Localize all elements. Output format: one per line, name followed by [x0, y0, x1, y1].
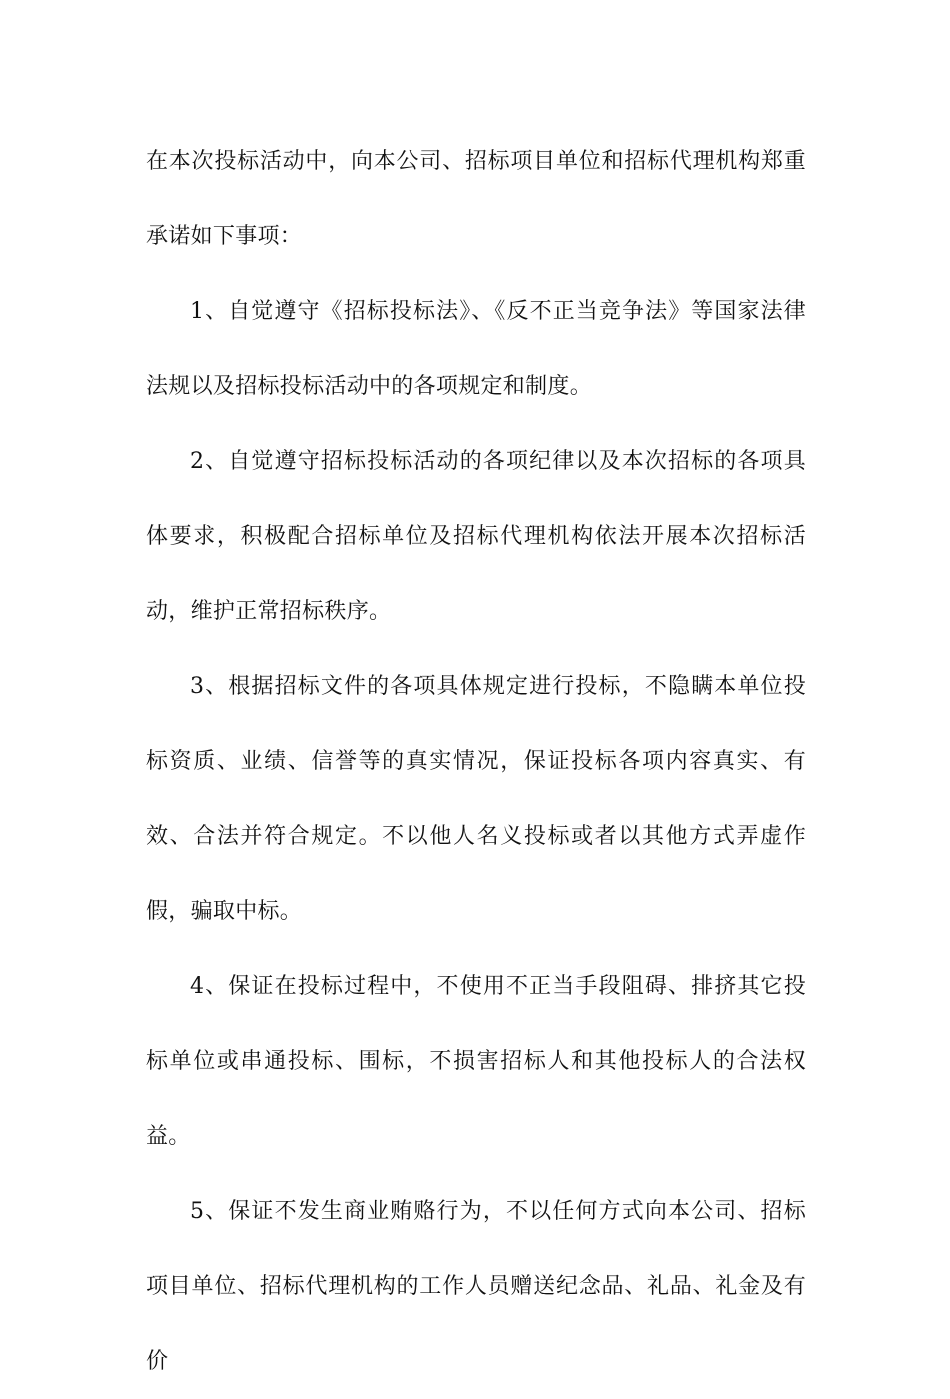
document-body — [146, 124, 806, 1399]
paragraph-item-5: 5、保证不发生商业贿赂行为，不以任何方式向本公司、招标项目单位、招标代理机构的工作人员赠送纪念品、礼品、礼金及有价 — [146, 1199, 806, 1374]
paragraph-item-4: 4、保证在投标过程中，不使用不正当手段阻碍、排挤其它投标单位或串通投标、围标，不损害招标人和其他投标人的合法权益。 — [146, 974, 806, 1149]
paragraph-item-3: 3、根据招标文件的各项具体规定进行投标，不隐瞒本单位投标资质、业绩、信誉等的真实情况，保证投标各项内容真实、有效、合法并符合规定。不以他人名义投标或者以其他方式弄虚作假，骗取中标。 — [146, 674, 806, 924]
paragraph-item-2: 2、自觉遵守招标投标活动的各项纪律以及本次招标的各项具体要求，积极配合招标单位及招标代理机构依法开展本次招标活动，维护正常招标秩序。 — [146, 449, 806, 624]
paragraph-intro: 在本次投标活动中，向本公司、招标项目单位和招标代理机构郑重承诺如下事项： — [146, 149, 806, 249]
paragraph-item-1: 1、自觉遵守《招标投标法》、《反不正当竞争法》等国家法律法规以及招标投标活动中的各项规定和制度。 — [146, 299, 806, 399]
